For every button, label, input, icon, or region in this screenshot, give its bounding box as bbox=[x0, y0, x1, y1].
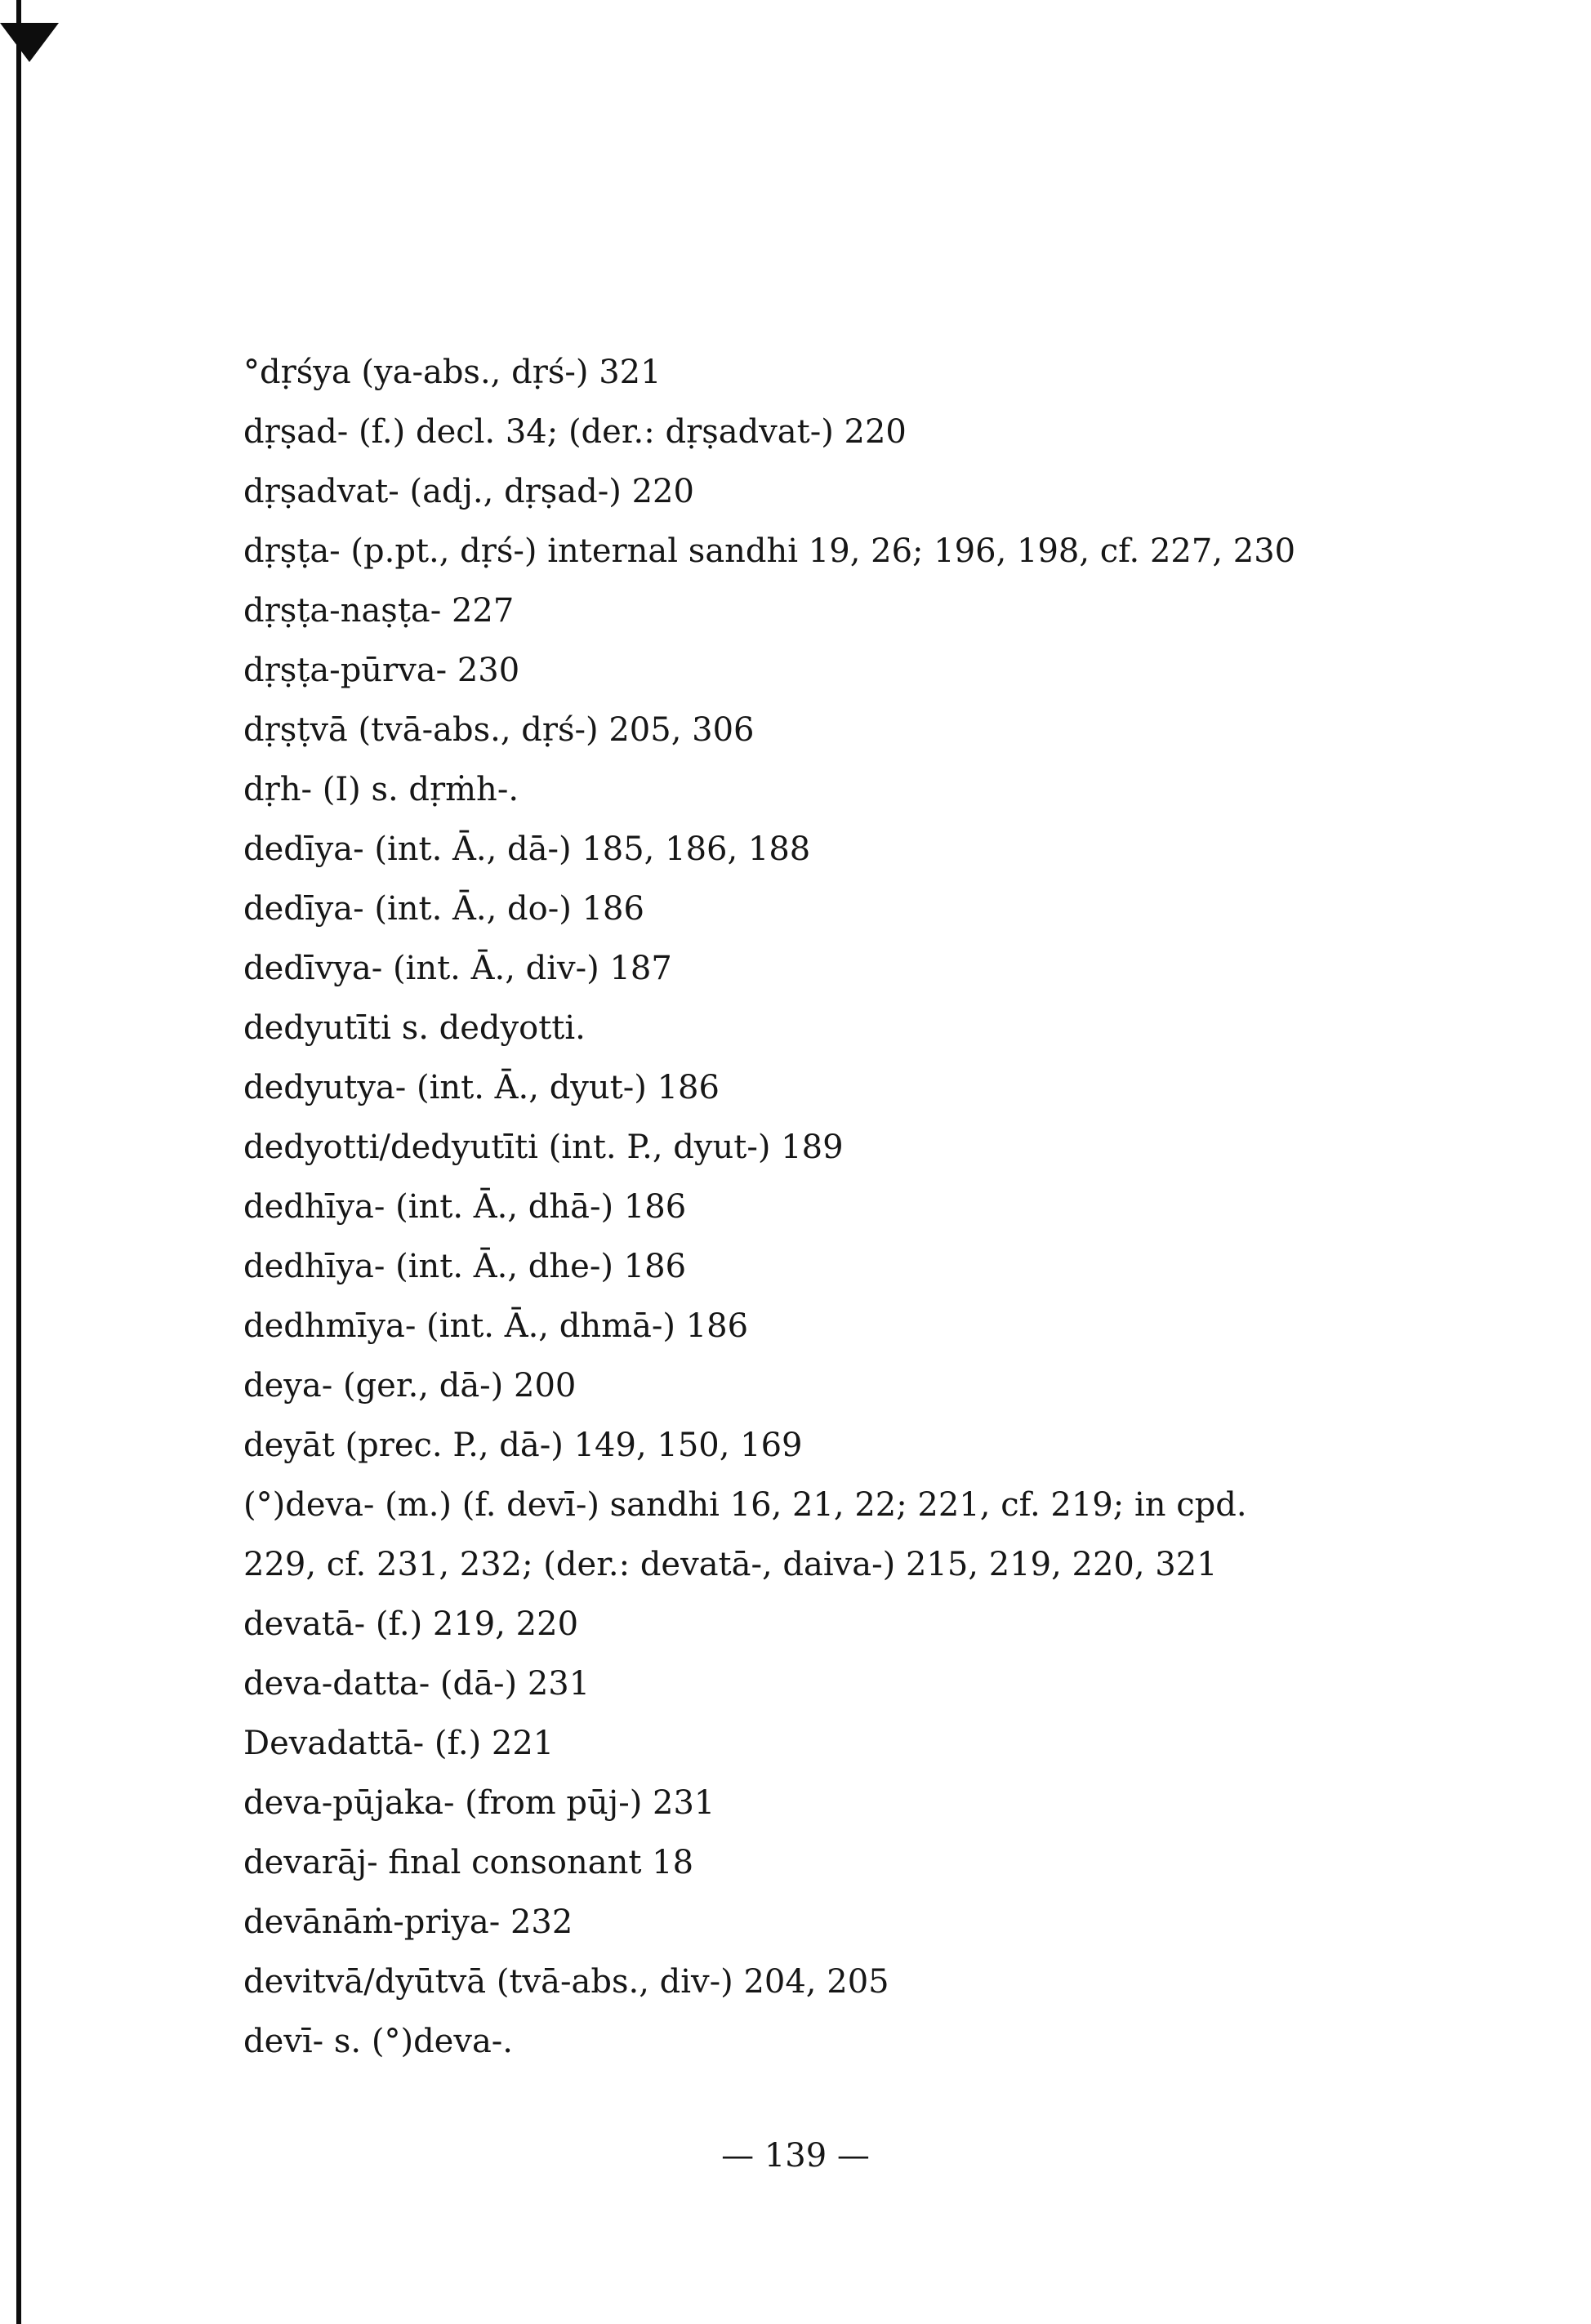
index-entry: dedhīya- (int. Ā., dhā-) 186 bbox=[243, 1188, 687, 1226]
index-entry: devarāj- final consonant 18 bbox=[243, 1844, 694, 1881]
index-entry: dedīya- (int. Ā., dā-) 185, 186, 188 bbox=[243, 830, 811, 868]
index-entry: dṛṣṭa-pūrva- 230 bbox=[243, 652, 520, 689]
index-entry: dedhmīya- (int. Ā., dhmā-) 186 bbox=[243, 1307, 749, 1345]
binding-edge-cap bbox=[0, 23, 59, 62]
index-entry: devī- s. (°)deva-. bbox=[243, 2023, 514, 2060]
index-entry: dedyotti/dedyutīti (int. P., dyut-) 189 bbox=[243, 1129, 844, 1166]
index-entry: devitvā/dyūtvā (tvā-abs., div-) 204, 205 bbox=[243, 1963, 889, 2001]
index-entry: dedhīya- (int. Ā., dhe-) 186 bbox=[243, 1248, 687, 1285]
index-entry: dṛṣṭvā (tvā-abs., dṛś-) 205, 306 bbox=[243, 711, 755, 749]
index-entry: Devadattā- (f.) 221 bbox=[243, 1725, 555, 1762]
index-entry: dṛṣṭa- (p.pt., dṛś-) internal sandhi 19, 26; 196, 198, cf. 227, 230 bbox=[243, 532, 1296, 570]
index-entry-continuation: 229, cf. 231, 232; (der.: devatā-, daiva-) 215, 219, 220, 321 bbox=[243, 1546, 1218, 1583]
index-entry: dṛṣadvat- (adj., dṛṣad-) 220 bbox=[243, 473, 694, 510]
index-entry: deyāt (prec. P., dā-) 149, 150, 169 bbox=[243, 1427, 803, 1464]
index-entry: (°)deva- (m.) (f. devī-) sandhi 16, 21, 22; 221, cf. 219; in cpd. bbox=[243, 1486, 1247, 1524]
index-entry: deya- (ger., dā-) 200 bbox=[243, 1367, 577, 1405]
index-entry: deva-pūjaka- (from pūj-) 231 bbox=[243, 1784, 715, 1822]
index-entry: deva-datta- (dā-) 231 bbox=[243, 1665, 590, 1703]
binding-edge bbox=[16, 0, 21, 2324]
index-entry: dedyutīti s. dedyotti. bbox=[243, 1009, 586, 1047]
index-entry: devatā- (f.) 219, 220 bbox=[243, 1605, 579, 1643]
index-entry: dedīya- (int. Ā., do-) 186 bbox=[243, 890, 644, 928]
index-entry: dṛṣad- (f.) decl. 34; (der.: dṛṣadvat-) 220 bbox=[243, 413, 907, 451]
index-entry-list bbox=[243, 343, 1403, 2072]
page-number: — 139 — bbox=[721, 2137, 870, 2175]
index-entry: dṛṣṭa-naṣṭa- 227 bbox=[243, 592, 515, 630]
index-entry: °dṛśya (ya-abs., dṛś-) 321 bbox=[243, 354, 662, 391]
index-entry: dedīvya- (int. Ā., div-) 187 bbox=[243, 950, 672, 987]
index-entry: dedyutya- (int. Ā., dyut-) 186 bbox=[243, 1069, 720, 1106]
index-entry: devānāṁ-priya- 232 bbox=[243, 1903, 573, 1941]
index-entry: dṛh- (I) s. dṛṁh-. bbox=[243, 771, 519, 808]
